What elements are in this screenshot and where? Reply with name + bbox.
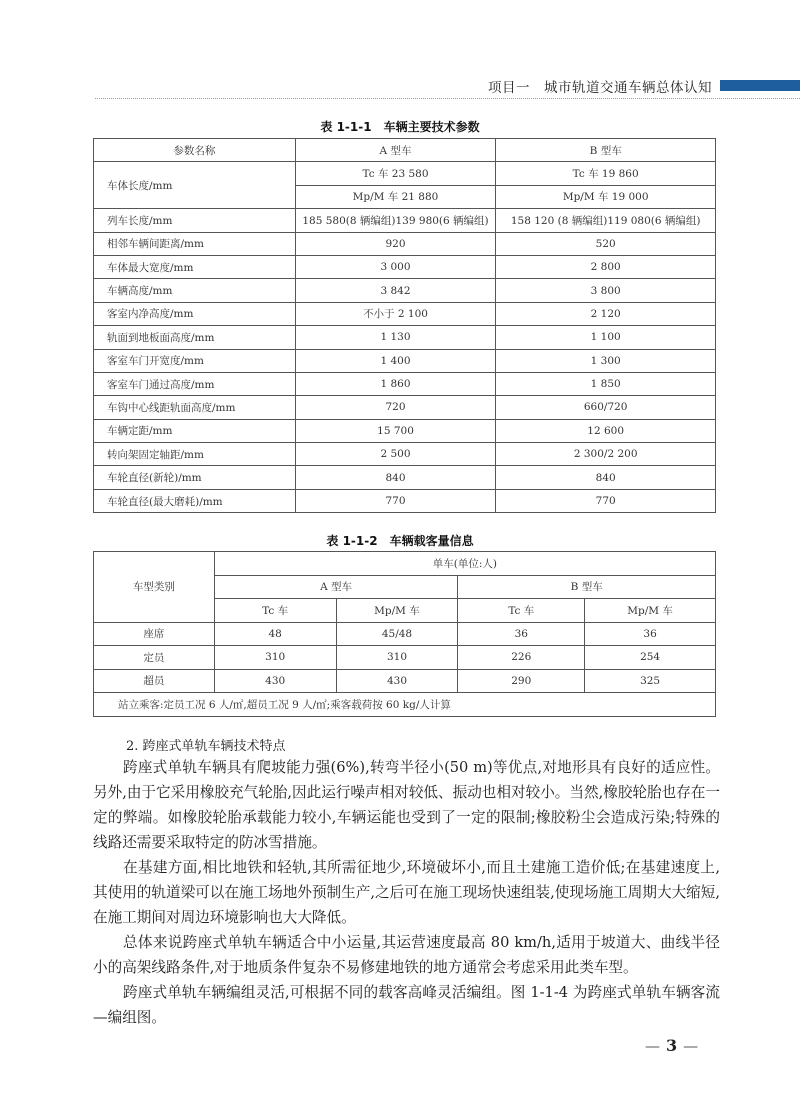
table-cell: Tc 车 19 860 xyxy=(496,162,716,185)
table-row xyxy=(94,255,716,278)
table-cell: 185 580(8 辆编组)139 980(6 辆编组) xyxy=(295,209,496,232)
table-cell: 430 xyxy=(214,669,336,693)
table1-caption: 表 1-1-1 车辆主要技术参数 xyxy=(320,120,480,134)
table-cell: 770 xyxy=(295,489,496,512)
table-row xyxy=(94,209,716,232)
running-header xyxy=(95,74,800,99)
table-cell: 超员 xyxy=(94,669,215,693)
table-row xyxy=(94,489,716,512)
column-header: 单车(单位:人) xyxy=(214,552,715,576)
table-cell: 转向架固定轴距/mm xyxy=(94,443,296,466)
table-row xyxy=(94,302,716,325)
table-cell: 1 300 xyxy=(496,349,716,372)
body-paragraph: 总体来说跨座式单轨车辆适合中小运量,其运营速度最高 80 km/h,适用于坡道大、曲线半径小的高架线路条件,对于地质条件复杂不易修建地铁的地方通常会考虑采用此类车型。 xyxy=(93,934,720,976)
table-cell: 310 xyxy=(336,646,458,670)
column-header: 参数名称 xyxy=(94,139,296,162)
table-cell: 158 120 (8 辆编组)119 080(6 辆编组) xyxy=(496,209,716,232)
column-header: A 型车 xyxy=(214,575,458,599)
page-footer: — 3 — xyxy=(645,1036,699,1055)
header-title: 项目一 城市轨道交通车辆总体认知 xyxy=(488,80,712,96)
table-header-row xyxy=(94,552,716,576)
body-paragraph: 在基建方面,相比地铁和轻轨,其所需征地少,环境破坏小,而且土建施工造价低;在基建速度上,其使用的轨道梁可以在施工场地外预制生产,之后可在施工现场快速组装,使现场施工周期大大缩短,在施工期间对周边环境影响也大大降低。 xyxy=(93,859,720,926)
table-cell: Mp/M 车 19 000 xyxy=(496,185,716,208)
table-cell: 840 xyxy=(295,466,496,489)
table-row xyxy=(94,349,716,372)
table-cell: 车辆高度/mm xyxy=(94,279,296,302)
table-row xyxy=(94,372,716,395)
table-cell: 3 800 xyxy=(496,279,716,302)
table-row xyxy=(94,279,716,302)
table-cell: 325 xyxy=(585,669,716,693)
table-row xyxy=(94,646,716,670)
table-cell: 660/720 xyxy=(496,396,716,419)
table-cell: 车体最大宽度/mm xyxy=(94,255,296,278)
table-cell: 1 100 xyxy=(496,326,716,349)
column-header: Tc 车 xyxy=(214,599,336,623)
table-cell: 36 xyxy=(585,622,716,646)
table-row xyxy=(94,162,716,185)
table-note: 站立乘客:定员工况 6 人/㎡,超员工况 9 人/㎡;乘客载荷按 60 kg/人计算 xyxy=(94,693,716,717)
table-cell: 定员 xyxy=(94,646,215,670)
column-header: A 型车 xyxy=(295,139,496,162)
table-cell: 36 xyxy=(458,622,585,646)
table-cell: 920 xyxy=(295,232,496,255)
table-cell: 48 xyxy=(214,622,336,646)
table-cell: 相邻车辆间距离/mm xyxy=(94,232,296,255)
table-cell: 列车长度/mm xyxy=(94,209,296,232)
table-cell: 车体长度/mm xyxy=(94,162,296,209)
body-paragraph: 跨座式单轨车辆具有爬坡能力强(6%),转弯半径小(50 m)等优点,对地形具有良好的适应性。另外,由于它采用橡胶充气轮胎,因此运行噪声相对较低、振动也相对较小。当然,橡胶轮胎也存在一定的弊端。如橡胶轮胎承载能力较小,车辆运能也受到了一定的限制;橡胶粉尘会造成污染;特殊的线路还需要采取特定的防冰雪措施。 xyxy=(93,759,720,851)
table-cell: 车轮直径(新轮)/mm xyxy=(94,466,296,489)
table-row xyxy=(94,669,716,693)
table-header-row xyxy=(94,139,716,162)
table-cell: 720 xyxy=(295,396,496,419)
table-cell: Mp/M 车 21 880 xyxy=(295,185,496,208)
section-title: 2. 跨座式单轨车辆技术特点 xyxy=(126,739,286,754)
table-cell: 254 xyxy=(585,646,716,670)
table-row xyxy=(94,443,716,466)
table-cell: 车钩中心线距轨面高度/mm xyxy=(94,396,296,419)
column-header: B 型车 xyxy=(458,575,716,599)
table-cell: 客室车门通过高度/mm xyxy=(94,372,296,395)
body-paragraph: 跨座式单轨车辆编组灵活,可根据不同的载客高峰灵活编组。图 1-1-4 为跨座式单轨车辆客流—编组图。 xyxy=(93,984,720,1026)
technical-parameters-table xyxy=(93,138,716,513)
table-cell: 座席 xyxy=(94,622,215,646)
column-header: Mp/M 车 xyxy=(585,599,716,623)
table-cell: 12 600 xyxy=(496,419,716,442)
table-cell: 不小于 2 100 xyxy=(295,302,496,325)
table-row xyxy=(94,466,716,489)
passenger-capacity-table xyxy=(93,551,716,717)
table-cell: 1 850 xyxy=(496,372,716,395)
table-cell: 2 300/2 200 xyxy=(496,443,716,466)
table-cell: 2 800 xyxy=(496,255,716,278)
table-cell: 290 xyxy=(458,669,585,693)
table-cell: 1 860 xyxy=(295,372,496,395)
table-cell: 2 120 xyxy=(496,302,716,325)
table2-caption: 表 1-1-2 车辆载客量信息 xyxy=(326,534,474,548)
page-number: 3 xyxy=(666,1036,678,1055)
table-cell: 1 130 xyxy=(295,326,496,349)
table-cell: 3 842 xyxy=(295,279,496,302)
table-cell: 2 500 xyxy=(295,443,496,466)
table-cell: 226 xyxy=(458,646,585,670)
table-cell: 310 xyxy=(214,646,336,670)
table-cell: 770 xyxy=(496,489,716,512)
table-cell: 轨面到地板面高度/mm xyxy=(94,326,296,349)
column-header: B 型车 xyxy=(496,139,716,162)
table-row xyxy=(94,232,716,255)
table-cell: 客室内净高度/mm xyxy=(94,302,296,325)
table-cell: 840 xyxy=(496,466,716,489)
table-cell: 车辆定距/mm xyxy=(94,419,296,442)
table-row xyxy=(94,419,716,442)
table-cell: 客室车门开宽度/mm xyxy=(94,349,296,372)
column-header: Mp/M 车 xyxy=(336,599,458,623)
table-row xyxy=(94,326,716,349)
column-header: Tc 车 xyxy=(458,599,585,623)
table-cell: 15 700 xyxy=(295,419,496,442)
column-header: 车型类别 xyxy=(94,552,215,623)
table-row xyxy=(94,396,716,419)
table-cell: Tc 车 23 580 xyxy=(295,162,496,185)
table-cell: 430 xyxy=(336,669,458,693)
table-cell: 520 xyxy=(496,232,716,255)
table-cell: 1 400 xyxy=(295,349,496,372)
table-note-row xyxy=(94,693,716,717)
table-cell: 车轮直径(最大磨耗)/mm xyxy=(94,489,296,512)
table-cell: 45/48 xyxy=(336,622,458,646)
table-cell: 3 000 xyxy=(295,255,496,278)
table-row xyxy=(94,622,716,646)
header-accent-bar xyxy=(720,80,800,91)
